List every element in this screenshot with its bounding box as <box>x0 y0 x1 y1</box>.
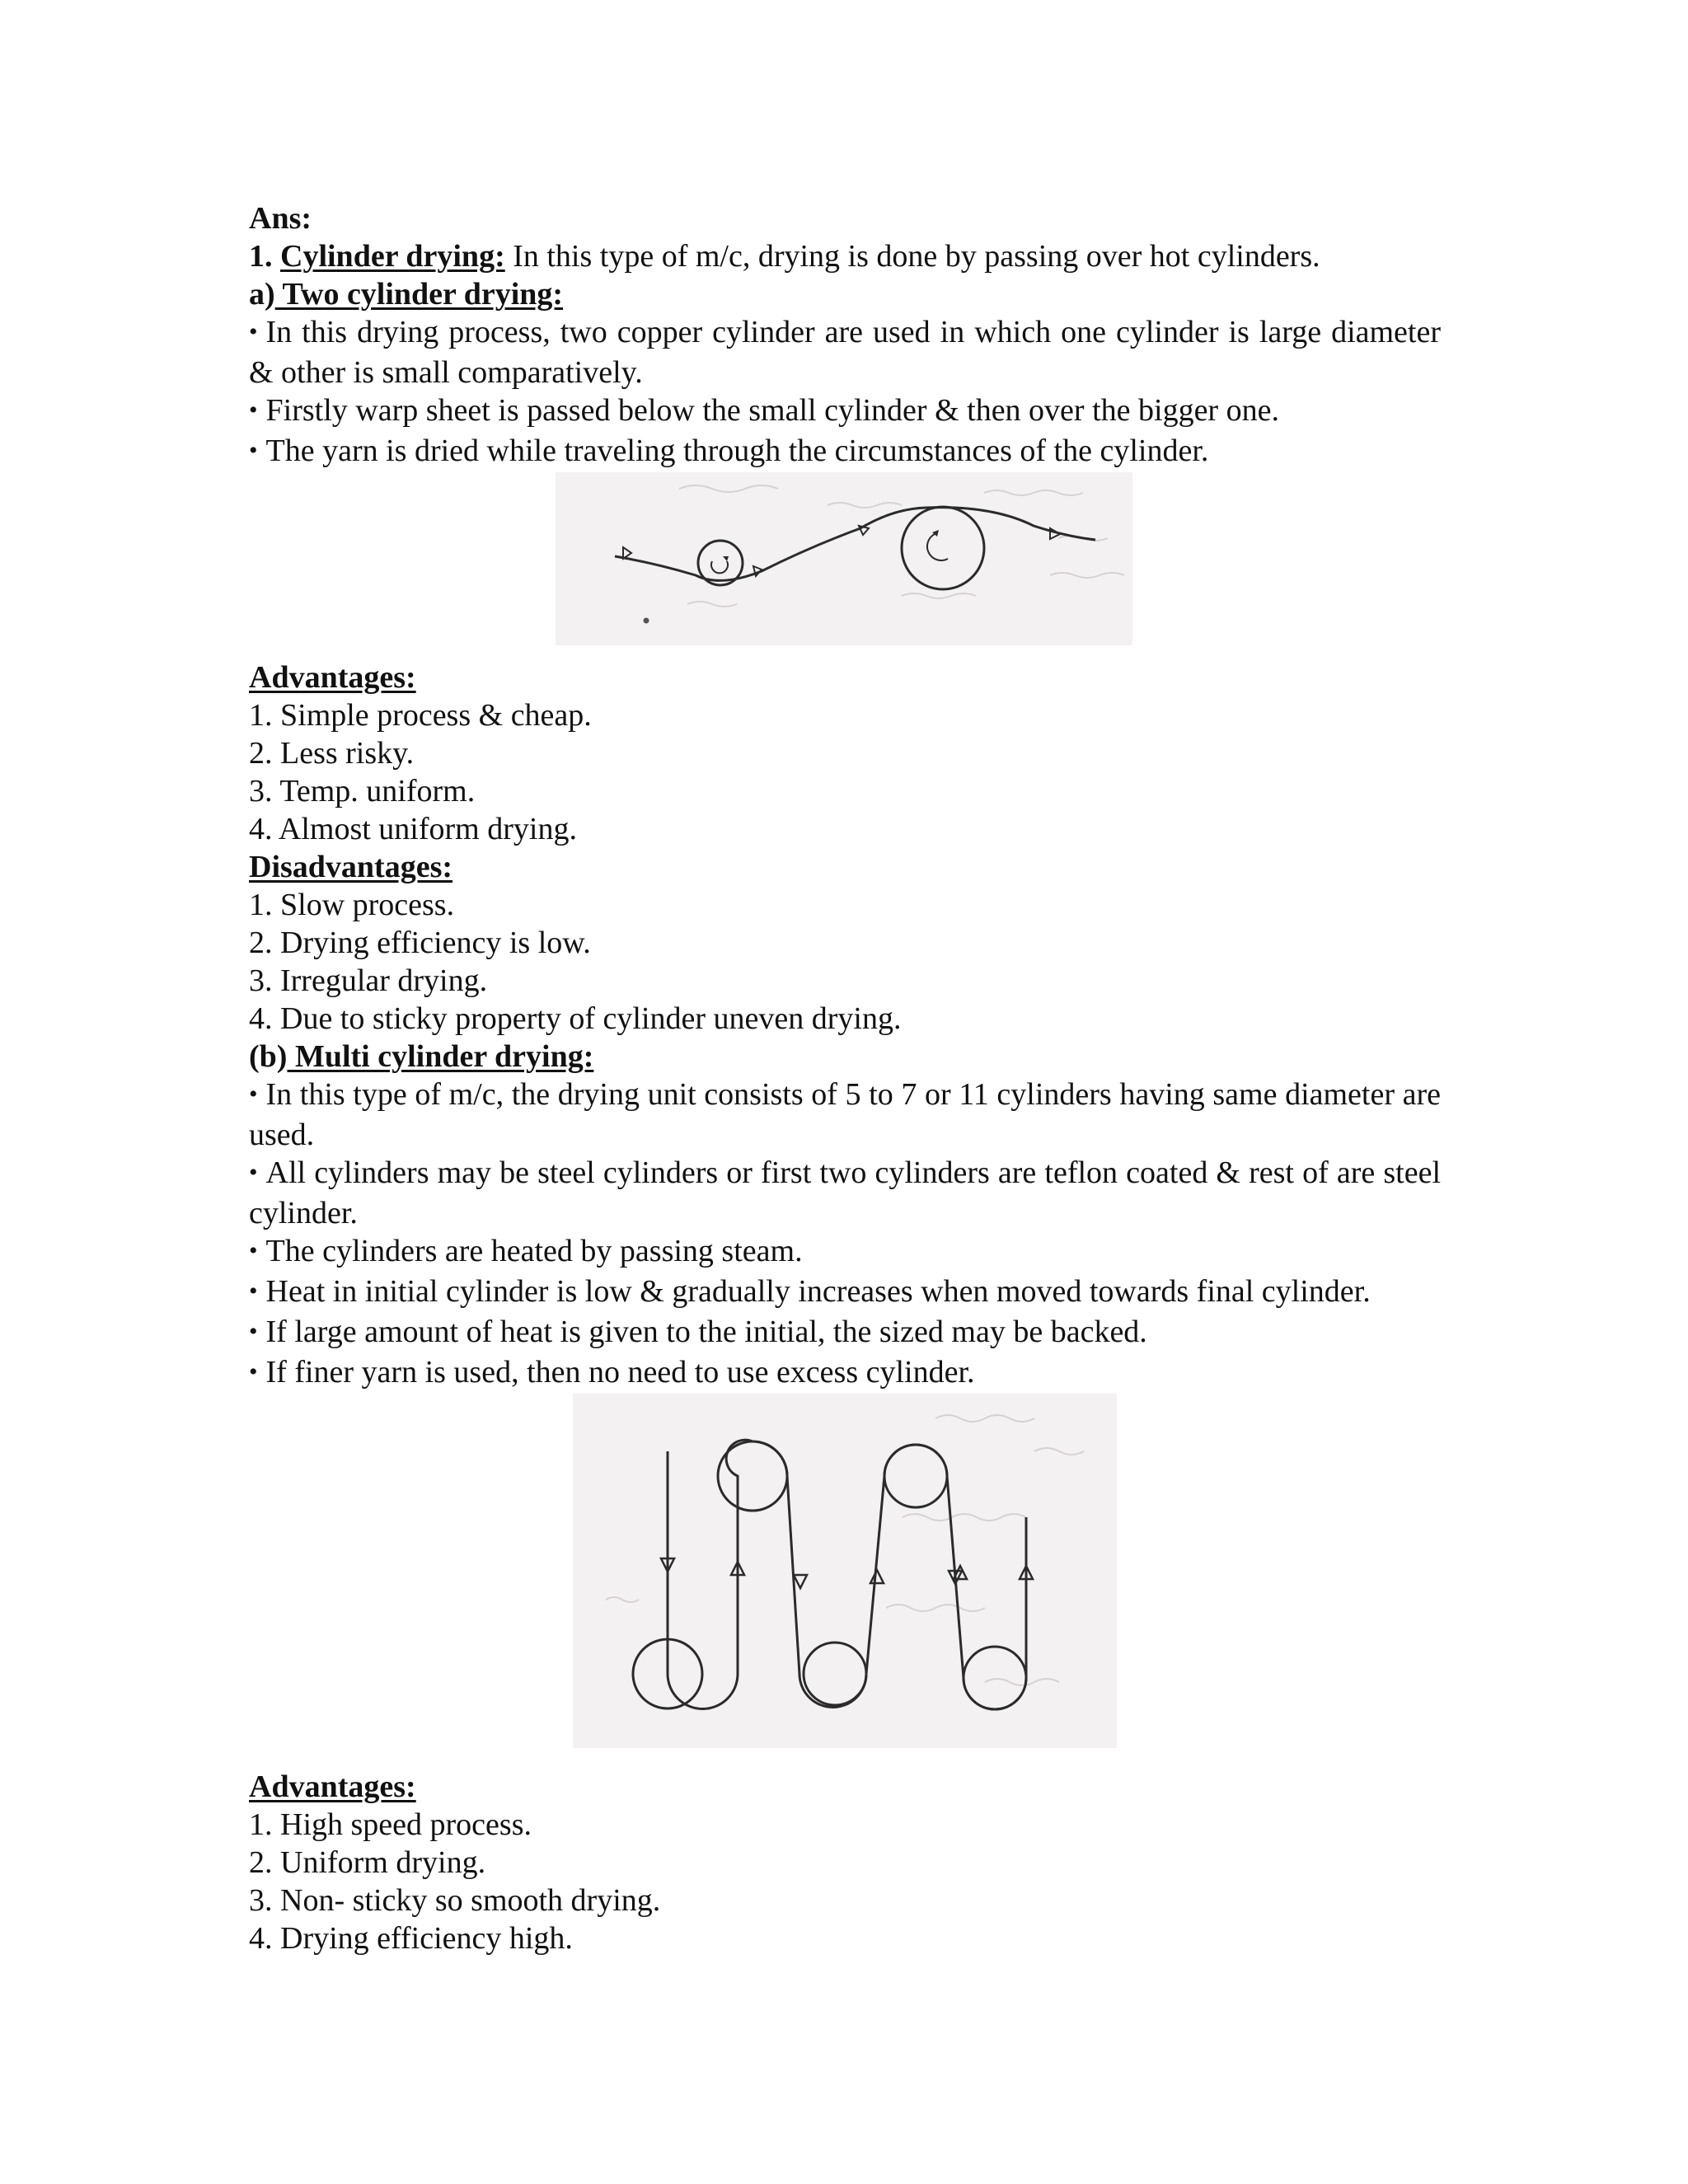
bullet-glyph: • <box>249 318 258 345</box>
two-cylinder-bullet <box>249 432 1441 472</box>
bullet-glyph: • <box>249 1318 258 1345</box>
disadvantage-item: 1. Slow process. <box>249 888 455 922</box>
bullet-glyph: • <box>249 1237 258 1264</box>
bullet-glyph: • <box>249 1080 258 1108</box>
advantage-item: 2. Uniform drying. <box>249 1845 486 1880</box>
multi-cylinder-prefix: (b) <box>249 1039 288 1074</box>
bullet-text: In this drying process, two copper cylinder are used in which one cylinder is large diameter & other is small comparatively. <box>249 315 1441 390</box>
disadvantage-item: 3. Irregular drying. <box>249 963 488 998</box>
section-1-intro <box>249 237 1441 275</box>
bullet-glyph: • <box>249 396 258 424</box>
section-1-title: Cylinder drying: <box>280 239 505 274</box>
two-cylinder-bullet <box>249 313 1441 391</box>
multi-cylinder-sketch <box>573 1394 1117 1748</box>
multi-cylinder-advantages-heading: Advantages: <box>249 1769 416 1804</box>
section-1-text: In this type of m/c, drying is done by passing over hot cylinders. <box>504 239 1320 274</box>
multi-cylinder-bullet <box>249 1076 1441 1154</box>
multi-cylinder-title: Multi cylinder drying: <box>287 1039 594 1074</box>
two-cylinder-heading <box>249 275 1441 313</box>
advantage-item: 3. Temp. uniform. <box>249 774 476 808</box>
bullet-text: In this type of m/c, the drying unit consists of 5 to 7 or 11 cylinders having same diameter are used. <box>249 1077 1441 1152</box>
multi-cylinder-heading <box>249 1038 1441 1076</box>
disadvantage-item: 2. Drying efficiency is low. <box>249 926 591 960</box>
two-cylinder-sketch <box>556 472 1132 645</box>
bullet-text: If finer yarn is used, then no need to use excess cylinder. <box>265 1355 975 1390</box>
multi-cylinder-bullet <box>249 1154 1441 1232</box>
bullet-text: All cylinders may be steel cylinders or first two cylinders are teflon coated & rest of are steel cylinder. <box>249 1155 1441 1230</box>
bullet-glyph: • <box>249 1159 258 1186</box>
advantage-item: 2. Less risky. <box>249 736 415 771</box>
bullet-glyph: • <box>249 1277 258 1305</box>
bullet-text: The yarn is dried while traveling through the circumstances of the cylinder. <box>265 434 1209 468</box>
advantage-item: 4. Almost uniform drying. <box>249 812 577 846</box>
document-page <box>249 199 1441 1957</box>
two-cylinder-bullet <box>249 391 1441 432</box>
bullet-text: The cylinders are heated by passing steam. <box>265 1234 803 1268</box>
bullet-text: Firstly warp sheet is passed below the small cylinder & then over the bigger one. <box>265 393 1279 428</box>
multi-cylinder-bullet <box>249 1232 1441 1272</box>
answer-label: Ans: <box>249 201 312 236</box>
two-cylinder-prefix: a) <box>249 277 275 312</box>
bullet-text: If large amount of heat is given to the initial, the sized may be backed. <box>265 1315 1147 1349</box>
two-cylinder-title: Two cylinder drying: <box>274 277 564 312</box>
bullet-glyph: • <box>249 437 258 464</box>
two-cylinder-advantages-heading: Advantages: <box>249 660 416 695</box>
two-cylinder-disadvantages-heading: Disadvantages: <box>249 850 453 884</box>
advantage-item: 4. Drying efficiency high. <box>249 1921 573 1956</box>
advantage-item: 1. Simple process & cheap. <box>249 698 592 733</box>
advantage-item: 3. Non- sticky so smooth drying. <box>249 1883 661 1918</box>
bullet-glyph: • <box>249 1358 258 1385</box>
multi-cylinder-bullet <box>249 1353 1441 1394</box>
advantage-item: 1. High speed process. <box>249 1807 532 1842</box>
multi-cylinder-bullet <box>249 1313 1441 1353</box>
disadvantage-item: 4. Due to sticky property of cylinder uneven drying. <box>249 1001 902 1036</box>
section-1-number: 1. <box>249 239 273 274</box>
multi-cylinder-bullet <box>249 1272 1441 1313</box>
bullet-text: Heat in initial cylinder is low & gradually increases when moved towards final cylinder. <box>265 1274 1371 1309</box>
